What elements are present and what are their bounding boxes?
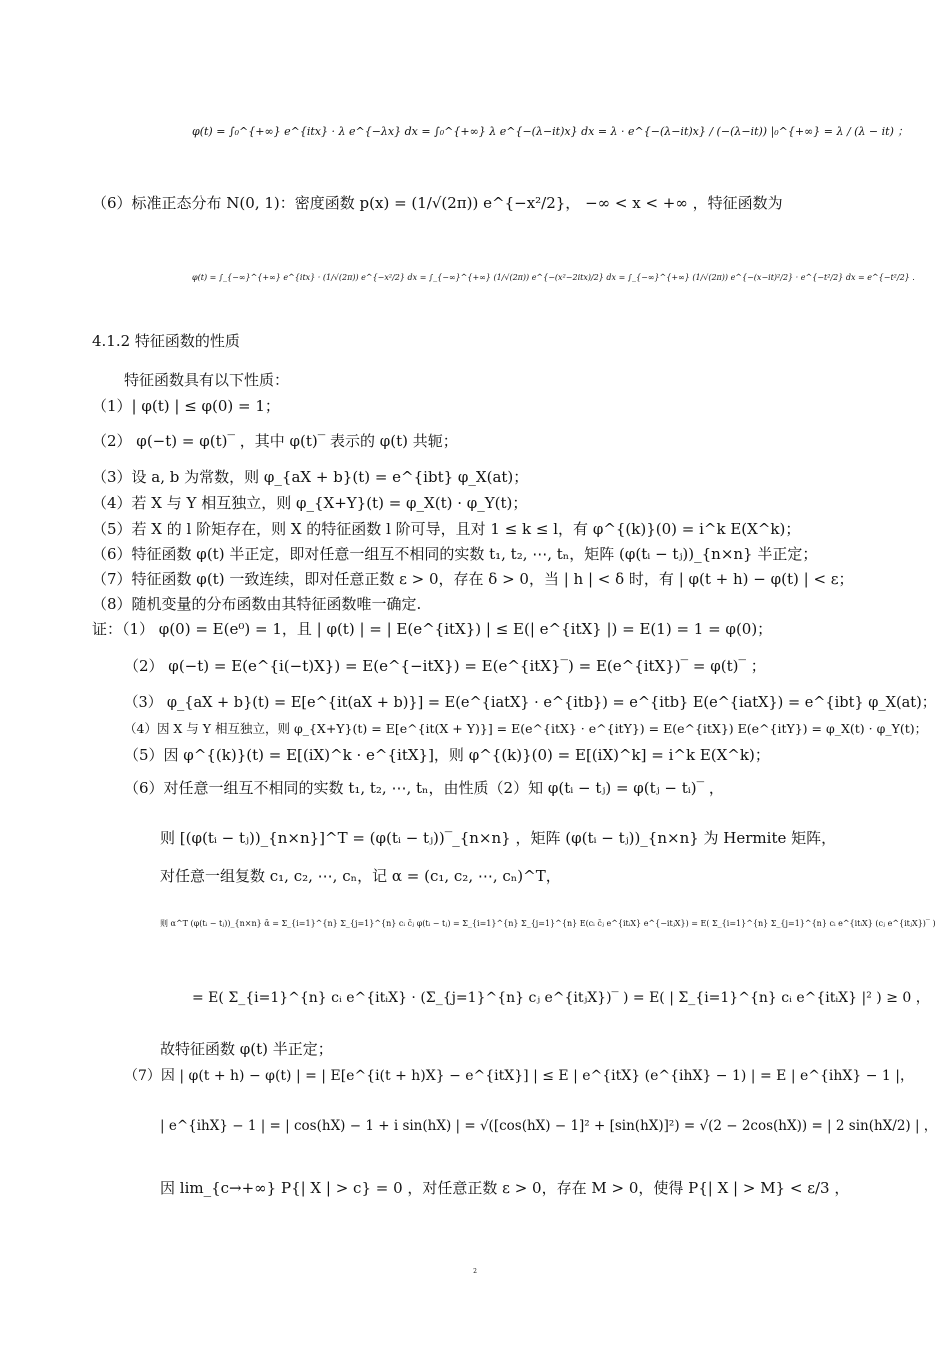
- property-1: （1）| φ(t) | ≤ φ(0) = 1；: [92, 397, 280, 415]
- normal-cf-equation: φ(t) = ∫_{−∞}^{+∞} e^{itx} · (1/√(2π)) e^{−x²/2} dx = ∫_{−∞}^{+∞} (1/√(2π)) e^{−(x²−2itx)/2} dx = ∫_{−∞}^{+∞} (1/√(2π)) e^{−(x−it)²/2} · e^{−t²/2} dx = e^{−t²/2} .: [192, 273, 915, 282]
- page-number: 2: [473, 1268, 477, 1275]
- property-8: （8）随机变量的分布函数由其特征函数唯一确定.: [92, 595, 422, 613]
- property-6: （6）特征函数 φ(t) 半正定，即对任意一组互不相同的实数 t₁, t₂, ⋯, tₙ，矩阵 (φ(tᵢ − tⱼ))_{n×n} 半正定；: [92, 545, 818, 563]
- proof-5: （5）因 φ^{(k)}(t) = E[(iX)^k · e^{itX}]，则 φ^{(k)}(0) = E[(iX)^k] = i^k E(X^k)；: [124, 746, 770, 764]
- proof-2: （2） φ(−t) = E(e^{i(−t)X}) = E(e^{−itX}) = E(e^{itX}‾) = E(e^{itX})‾ = φ(t)‾ ；: [124, 657, 766, 675]
- proof-6-nonnegative: = E( Σ_{i=1}^{n} cᵢ e^{itᵢX} · (Σ_{j=1}^{n} cⱼ e^{itⱼX})‾ ) = E( | Σ_{i=1}^{n} cᵢ e^{itᵢX} |² ) ≥ 0 ，: [192, 990, 930, 1006]
- property-4: （4）若 X 与 Y 相互独立，则 φ_{X+Y}(t) = φ_X(t) · φ_Y(t)；: [92, 494, 528, 512]
- properties-intro: 特征函数具有以下性质：: [124, 371, 290, 389]
- proof-1: 证：（1） φ(0) = E(e⁰) = 1，且 | φ(t) | = | E(e^{itX}) | ≤ E(| e^{itX} |) = E(1) = 1 = φ(0)；: [92, 620, 773, 638]
- proof-7-limit: 因 lim_{c→+∞} P{| X | > c} = 0 ，对任意正数 ε > 0，存在 M > 0，使得 P{| X | > M} < ε/3 ，: [160, 1179, 850, 1197]
- exponential-cf-equation: φ(t) = ∫₀^{+∞} e^{itx} · λ e^{−λx} dx = ∫₀^{+∞} λ e^{−(λ−it)x} dx = λ · e^{−(λ−it)x} / (−(λ−it)) |₀^{+∞} = λ / (λ − it) ；: [192, 125, 909, 138]
- proof-6-vector: 对任意一组复数 c₁, c₂, ⋯, cₙ，记 α = (c₁, c₂, ⋯, cₙ)^T，: [160, 867, 561, 885]
- section-heading: 4.1.2 特征函数的性质: [92, 332, 240, 350]
- proof-6-conclusion: 故特征函数 φ(t) 半正定；: [160, 1040, 333, 1058]
- property-5: （5）若 X 的 l 阶矩存在，则 X 的特征函数 l 阶可导，且对 1 ≤ k ≤ l，有 φ^{(k)}(0) = i^k E(X^k)；: [92, 520, 801, 538]
- proof-6-hermite: 则 [(φ(tᵢ − tⱼ))_{n×n}]^T = (φ(tᵢ − tⱼ))‾_{n×n} ，矩阵 (φ(tᵢ − tⱼ))_{n×n} 为 Hermite 矩阵，: [160, 829, 837, 847]
- proof-3: （3） φ_{aX + b}(t) = E[e^{it(aX + b)}] = E(e^{iatX} · e^{itb}) = e^{itb} E(e^{iatX}) = e^{ibt} φ_X(at)；: [124, 695, 937, 711]
- proof-6-intro: （6）对任意一组互不相同的实数 t₁, t₂, ⋯, tₙ，由性质（2）知 φ(tᵢ − tⱼ) = φ(tⱼ − tᵢ)‾ ，: [124, 779, 724, 797]
- property-3: （3）设 a, b 为常数，则 φ_{aX + b}(t) = e^{ibt} φ_X(at)；: [92, 468, 529, 486]
- normal-distribution-item: （6）标准正态分布 N(0, 1)：密度函数 p(x) = (1/√(2π)) e^{−x²/2}， −∞ < x < +∞ ，特征函数为: [92, 194, 783, 212]
- proof-7-bound: | e^{ihX} − 1 | = | cos(hX) − 1 + i sin(hX) | = √([cos(hX) − 1]² + [sin(hX)]²) = √(2 − 2cos(hX)) = | 2 sin(hX/2) | ，: [160, 1118, 938, 1134]
- proof-7-intro: （7）因 | φ(t + h) − φ(t) | = | E[e^{i(t + h)X} − e^{itX}] | ≤ E | e^{itX} (e^{ihX} − 1) | = E | e^{ihX} − 1 |，: [124, 1068, 914, 1084]
- property-2: （2） φ(−t) = φ(t)‾ ，其中 φ(t)‾ 表示的 φ(t) 共轭；: [92, 432, 458, 450]
- proof-6-expansion: 则 α^T (φ(tᵢ − tⱼ))_{n×n} ᾱ = Σ_{i=1}^{n} Σ_{j=1}^{n} cᵢ c̄ⱼ φ(tᵢ − tⱼ) = Σ_{i=1}^{n} Σ_{j=1}^{n} E(cᵢ c̄ⱼ e^{itᵢX} e^{−itⱼX}) = E( Σ_{i=1}^{n} Σ_{j=1}^{n} cᵢ e^{itᵢX} (cⱼ e^{itⱼX})‾ ): [160, 919, 936, 928]
- property-7: （7）特征函数 φ(t) 一致连续，即对任意正数 ε > 0，存在 δ > 0，当 | h | < δ 时，有 | φ(t + h) − φ(t) | < ε；: [92, 570, 854, 588]
- proof-4: （4）因 X 与 Y 相互独立，则 φ_{X+Y}(t) = E[e^{it(X + Y)}] = E(e^{itX} · e^{itY}) = E(e^{itX}) E(e^{itY}) = φ_X(t) · φ_Y(t)；: [124, 721, 928, 736]
